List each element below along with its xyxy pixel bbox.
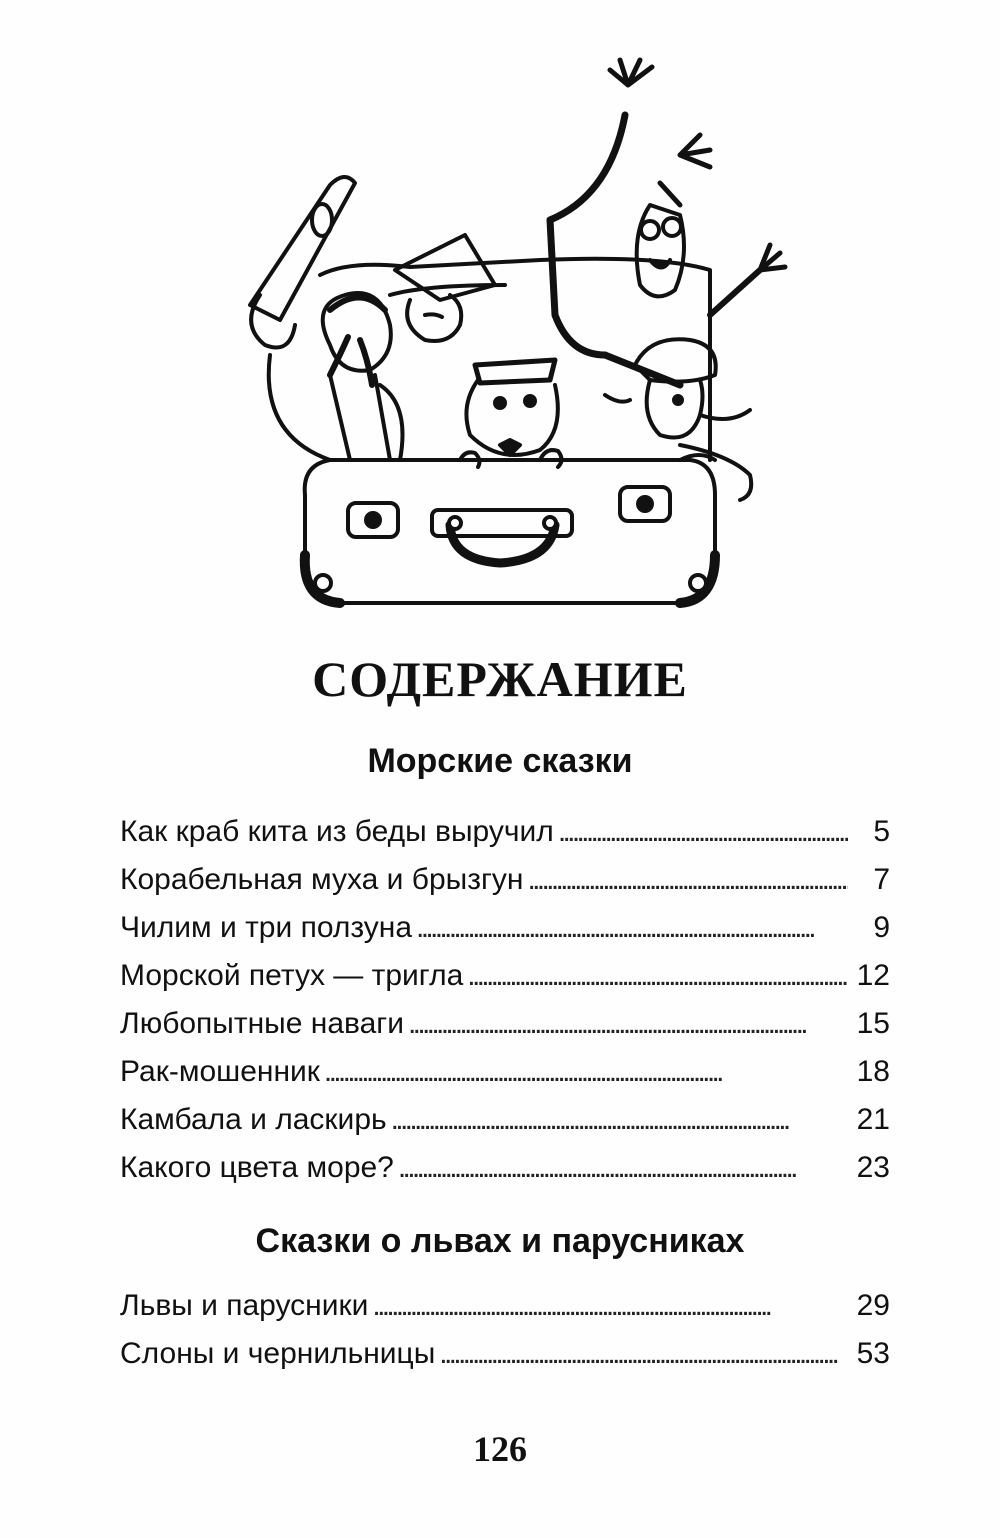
toc-entry[interactable] — [120, 904, 890, 952]
toc-entry-page: 23 — [856, 1151, 890, 1184]
dot-leader — [558, 808, 848, 856]
toc-entry-page: 5 — [873, 815, 890, 848]
toc-entry[interactable] — [120, 1000, 890, 1048]
dot-leader — [439, 1330, 848, 1378]
toc-entry[interactable] — [120, 952, 890, 1000]
dot-leader — [467, 952, 848, 1000]
toc-entry-title: Львы и парусники — [120, 1289, 369, 1322]
toc-entry[interactable] — [120, 1048, 890, 1096]
dot-leader — [372, 1282, 848, 1330]
toc-entry-page: 15 — [856, 1007, 890, 1040]
dot-leader — [408, 1000, 848, 1048]
toc-entry[interactable] — [120, 856, 890, 904]
toc-entry-title: Какого цвета море? — [120, 1151, 394, 1184]
dot-leader — [391, 1096, 848, 1144]
toc-entry-page: 53 — [856, 1337, 890, 1370]
dot-leader — [527, 856, 848, 904]
toc-entry-title: Морской петух — тригла — [120, 959, 464, 992]
section-heading-lions-and-sailfish: Сказки о львах и парусниках — [255, 1222, 745, 1260]
toc-entry-title: Камбала и ласкирь — [120, 1103, 387, 1136]
toc-list-lions-and-sailfish — [120, 1282, 890, 1378]
toc-entry[interactable] — [120, 1144, 890, 1192]
toc-entry-title: Слоны и чернильницы — [120, 1337, 436, 1370]
toc-entry[interactable] — [120, 1096, 890, 1144]
suitcase-characters-illustration — [210, 55, 790, 615]
toc-entry[interactable] — [120, 1282, 890, 1330]
toc-entry-page: 7 — [873, 863, 890, 896]
toc-entry-page: 29 — [856, 1289, 890, 1322]
dot-leader — [416, 904, 848, 952]
toc-entry-title: Корабельная муха и брызгун — [120, 863, 524, 896]
page-number: 126 — [473, 1429, 527, 1469]
toc-entry-page: 12 — [856, 959, 890, 992]
contents-title: СОДЕРЖАНИЕ — [312, 651, 688, 707]
toc-entry-title: Как краб кита из беды выручил — [120, 815, 554, 848]
toc-entry-page: 9 — [873, 911, 890, 944]
toc-entry-title: Рак-мошенник — [120, 1055, 320, 1088]
toc-list-sea-tales — [120, 808, 890, 1192]
toc-entry-page: 18 — [856, 1055, 890, 1088]
toc-entry-title: Чилим и три ползуна — [120, 911, 413, 944]
toc-entry[interactable] — [120, 1330, 890, 1378]
toc-entry-page: 21 — [856, 1103, 890, 1136]
toc-entry[interactable] — [120, 808, 890, 856]
dot-leader — [324, 1048, 848, 1096]
dot-leader — [398, 1144, 848, 1192]
section-heading-sea-tales: Морские сказки — [367, 742, 633, 780]
toc-entry-title: Любопытные наваги — [120, 1007, 404, 1040]
